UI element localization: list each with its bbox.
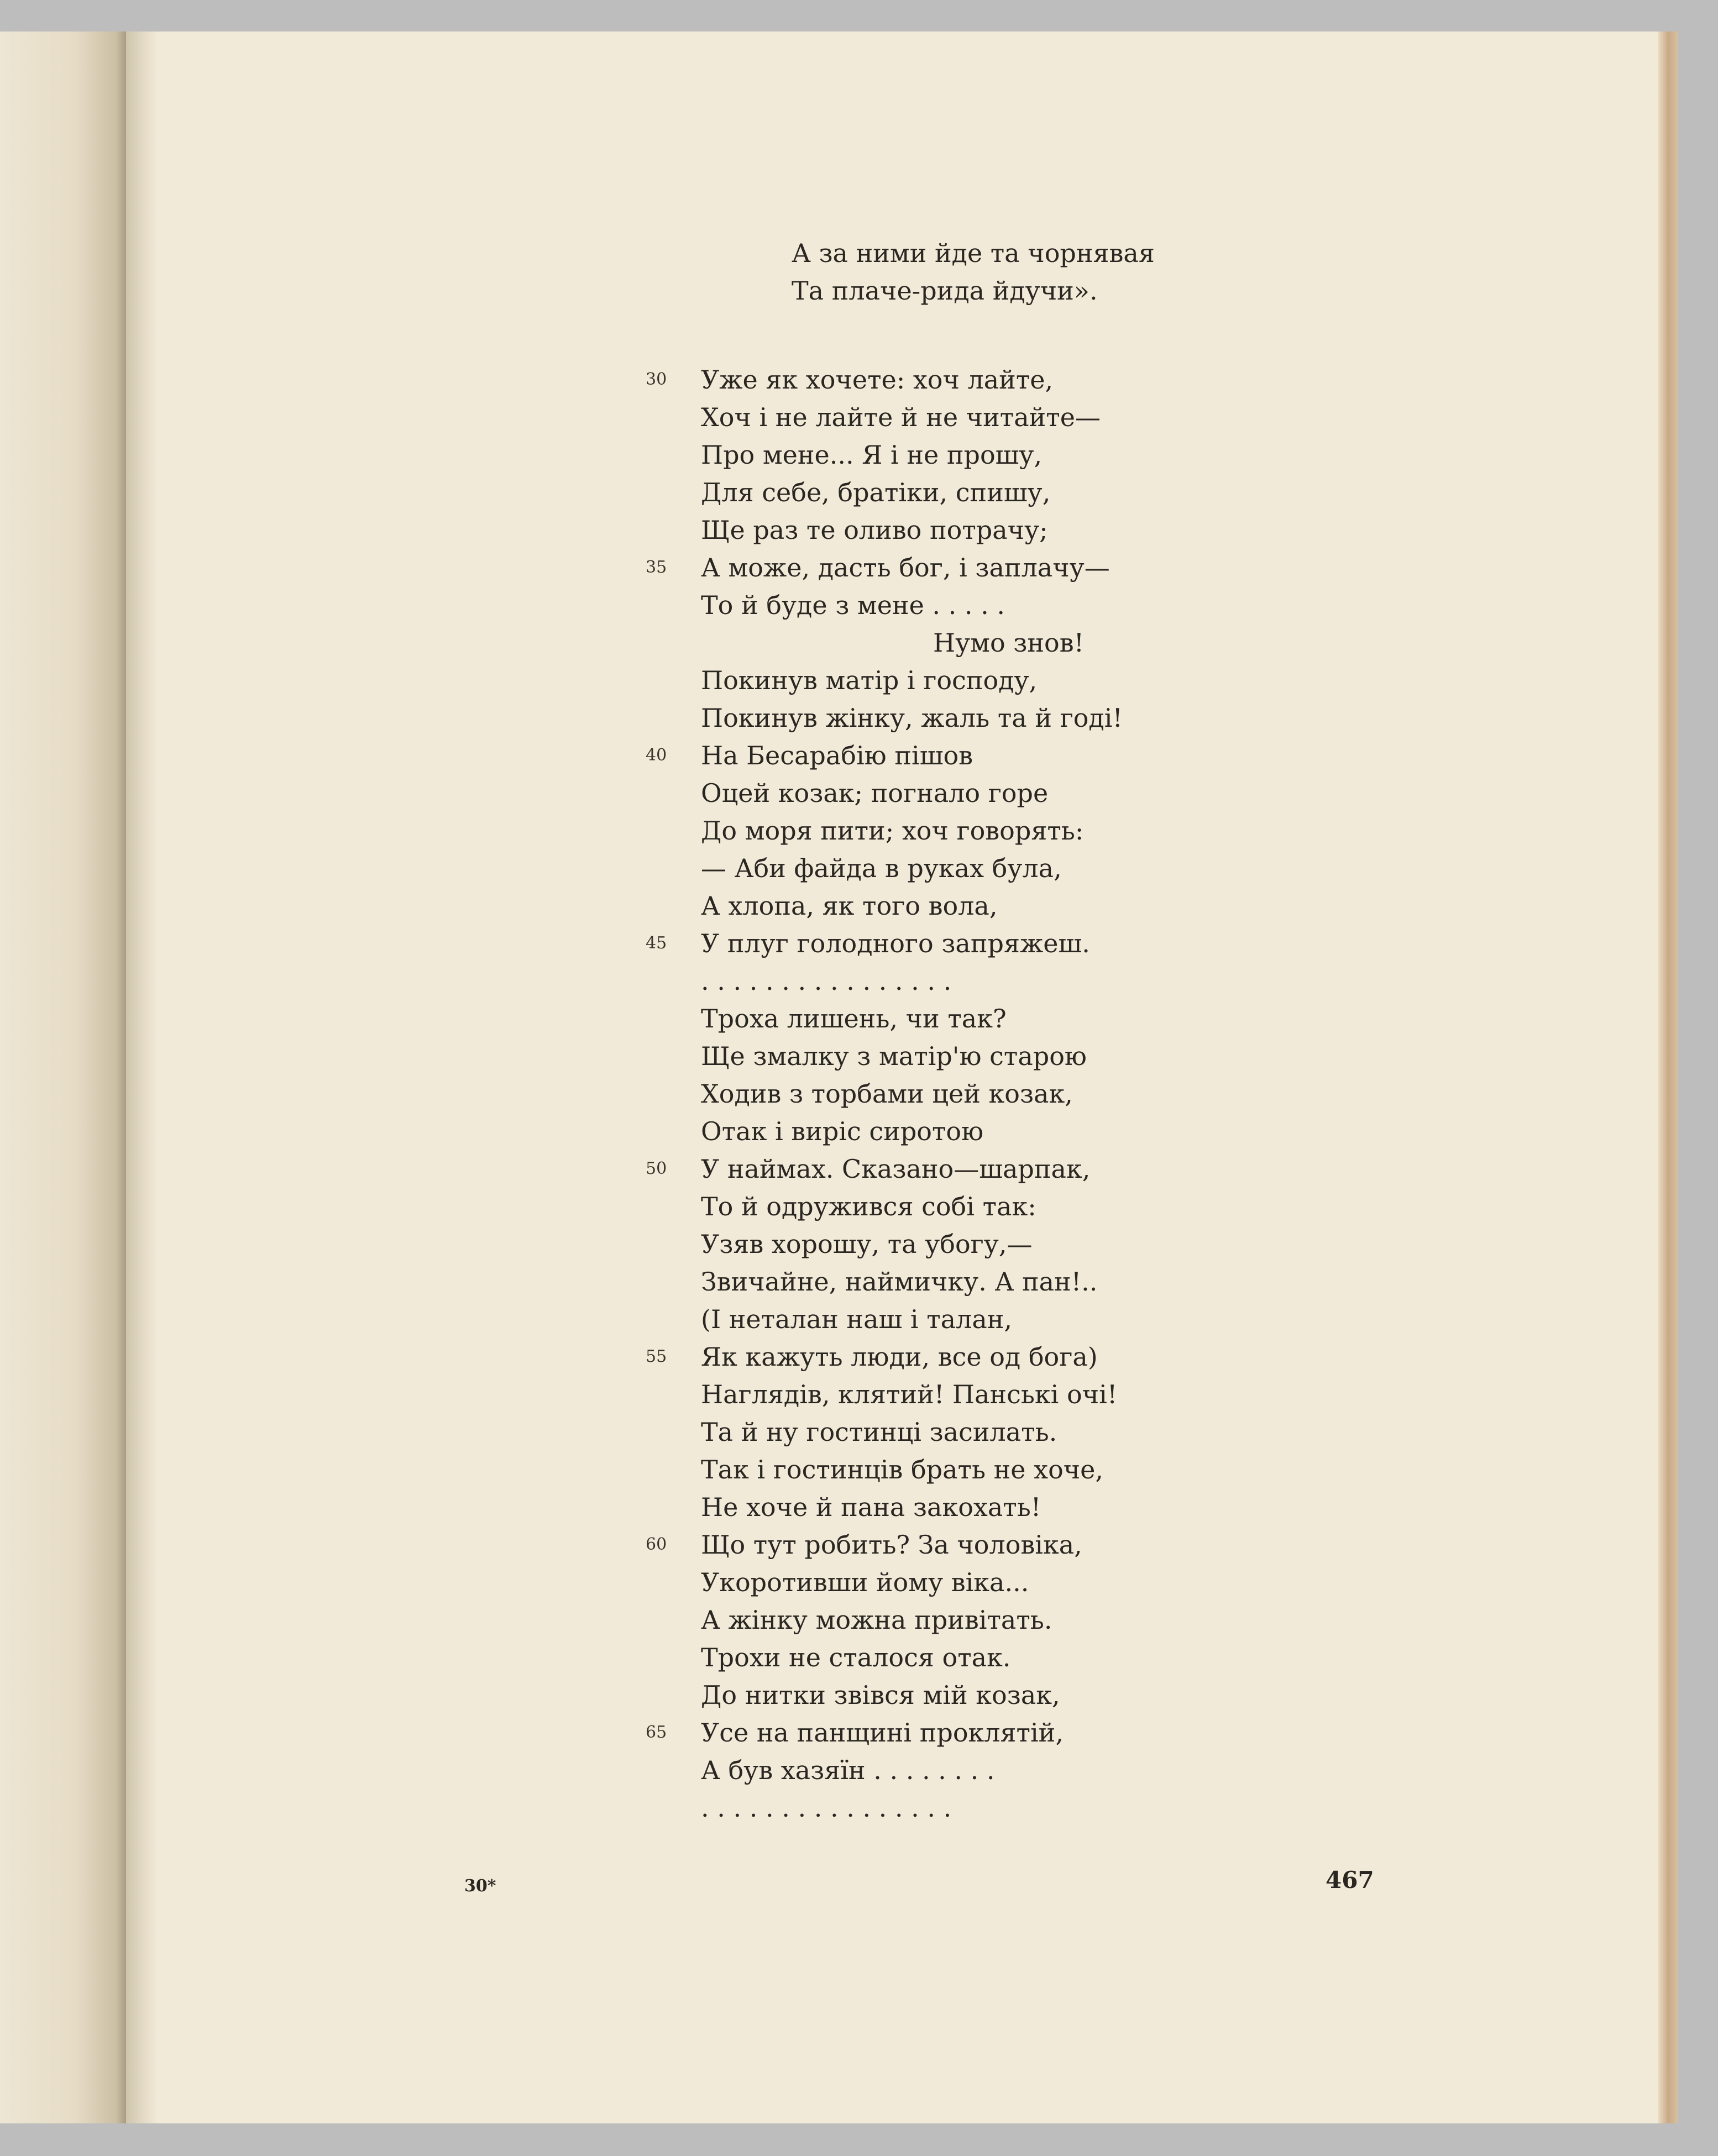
signature-mark: 30* (464, 1876, 496, 1896)
line-number: 65 (646, 1723, 667, 1742)
poem-line: А може, дасть бог, і заплачу— (701, 553, 1110, 583)
poem-line: У плуг голодного запряжеш. (701, 929, 1090, 958)
poem-line: До нитки звівся мій козак, (701, 1680, 1060, 1710)
poem-line: Трохи не сталося отак. (701, 1643, 1011, 1672)
poem-line: Не хоче й пана закохать! (701, 1492, 1041, 1522)
book-page (126, 32, 1671, 2123)
line-number: 35 (646, 558, 667, 577)
line-number: 40 (646, 746, 667, 765)
ellipsis-line: . . . . . . . . . . . . . . . . (701, 1793, 952, 1823)
poem-line: Для себе, братіки, спишу, (701, 478, 1051, 507)
poem-line: Троха лишень, чи так? (701, 1004, 1007, 1034)
poem-line: На Бесарабію пішов (701, 741, 973, 770)
poem-line: — Аби файда в руках була, (701, 853, 1062, 883)
poem-line: Так і гостинців брать не хоче, (701, 1455, 1104, 1484)
line-number: 50 (646, 1159, 667, 1178)
poem-line: Укоротивши йому віка... (701, 1567, 1029, 1597)
poem-line: Оцей козак; погнало горе (701, 778, 1049, 808)
poem-line: Ходив з торбами цей козак, (701, 1079, 1073, 1109)
line-number: 30 (646, 370, 667, 389)
poem-line: Та й ну гостинці засилать. (701, 1417, 1057, 1447)
line-number: 55 (646, 1347, 667, 1366)
poem-line: Нумо знов! (933, 628, 1085, 658)
poem-line: Звичайне, наймичку. А пан!.. (701, 1267, 1098, 1297)
ellipsis-line: . . . . . . . . . . . . . . . . (701, 966, 952, 996)
poem-line: Та плаче-рида йдучи». (792, 276, 1098, 306)
poem-line: (І неталан наш і талан, (701, 1304, 1013, 1334)
poem-line: А жінку можна привітать. (701, 1605, 1052, 1635)
poem-line: Про мене... Я і не прошу, (701, 440, 1043, 470)
poem-line: Хоч і не лайте й не читайте— (701, 402, 1101, 432)
previous-page-edge (0, 32, 126, 2123)
poem-line: Що тут робить? За чоловіка, (701, 1530, 1082, 1560)
spine-shadow (126, 32, 158, 2123)
poem-line: А був хазяїн . . . . . . . . (701, 1755, 995, 1785)
poem-line: Покинув жінку, жаль та й годі! (701, 703, 1123, 733)
poem-line: Уже як хочете: хоч лайте, (701, 365, 1054, 395)
poem-line: А за ними йде та чорнявая (792, 238, 1155, 268)
poem-line: Наглядів, клятий! Панські очі! (701, 1379, 1118, 1409)
poem-line: Отак і виріс сиротою (701, 1116, 984, 1146)
poem-line: Покинув матір і господу, (701, 665, 1038, 695)
poem-line: До моря пити; хоч говорять: (701, 816, 1084, 846)
page-edge-right (1658, 32, 1678, 2123)
line-number: 45 (646, 933, 667, 953)
page-number: 467 (1326, 1866, 1374, 1893)
line-number: 60 (646, 1535, 667, 1554)
poem-line: Ще змалку з матір'ю старою (701, 1041, 1087, 1071)
poem-line: То й буде з мене . . . . . (701, 590, 1005, 620)
poem-line: Узяв хорошу, та убогу,— (701, 1229, 1033, 1259)
poem-line: Як кажуть люди, все од бога) (701, 1342, 1098, 1372)
poem-line: А хлопа, як того вола, (701, 891, 998, 921)
poem-line: Усе на панщині проклятій, (701, 1718, 1064, 1748)
poem-line: Ще раз те оливо потрачу; (701, 515, 1048, 545)
poem-line: То й одружився собі так: (701, 1192, 1036, 1221)
poem-line: У наймах. Сказано—шарпак, (701, 1154, 1091, 1184)
